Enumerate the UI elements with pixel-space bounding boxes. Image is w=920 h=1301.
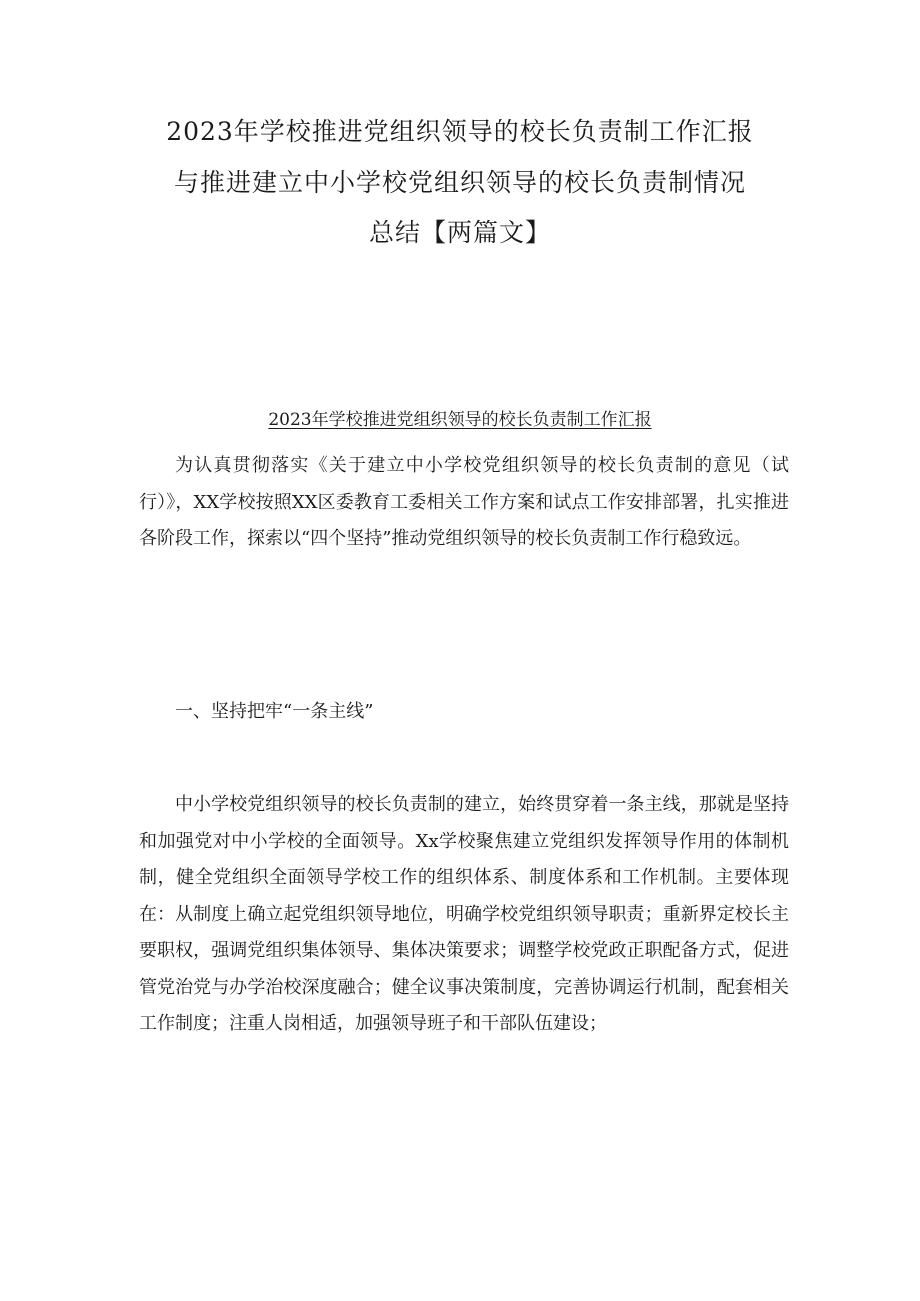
document-title-line-2: 与推进建立中小学校党组织领导的校长负责制情况 bbox=[173, 168, 746, 197]
document-title-line-3: 总结【两篇文】 bbox=[368, 218, 551, 247]
section-title: 2023年学校推进党组织领导的校长负责制工作汇报 bbox=[268, 410, 652, 430]
document-title-line-1: 2023年学校推进党组织领导的校长负责制工作汇报 bbox=[166, 117, 754, 146]
section-heading-1: 一、坚持把牢“一条主线” bbox=[175, 701, 374, 722]
intro-paragraph: 为认真贯彻落实《关于建立中小学校党组织领导的校长负责制的意见（试行）》，XX学校按照XX区委教育工委相关工作方案和试点工作安排部署，扎实推进各阶段工作，探索以“四个坚持”推动党组织领导的校长负责制工作行稳致远。 bbox=[139, 455, 789, 549]
body-paragraph: 中小学校党组织领导的校长负责制的建立，始终贯穿着一条主线，那就是坚持和加强党对中小学校的全面领导。Xx学校聚焦建立党组织发挥领导作用的体制机制，健全党组织全面领导学校工作的组织体系、制度体系和工作机制。主要体现在：从制度上确立起党组织领导地位，明确学校党组织领导职责；重新界定校长主要职权，强调党组织集体领导、集体决策要求；调整学校党政正职配备方式，促进管党治党与办学治校深度融合；健全议事决策制度，完善协调运行机制，配套相关工作制度；注重人岗相适，加强领导班子和干部队伍建设； bbox=[139, 794, 789, 1034]
